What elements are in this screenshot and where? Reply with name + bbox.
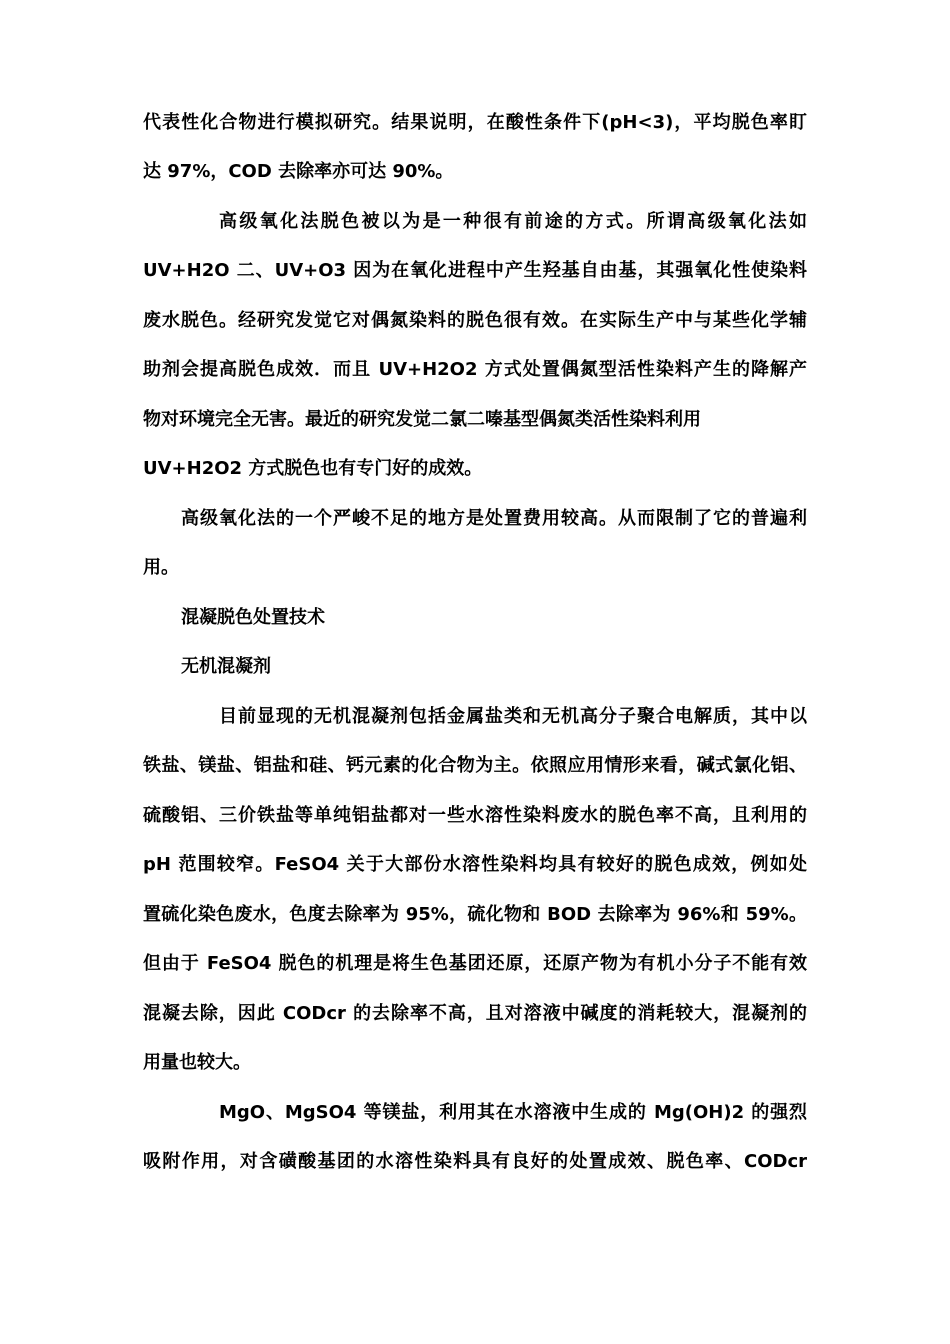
paragraph-line: 硫酸铝、三价铁盐等单纯铝盐都对一些水溶性染料废水的脱色率不高，且利用的 [143,805,807,826]
section-heading: 混凝脱色处置技术 [181,607,325,628]
paragraph-line: 废水脱色。经研究发觉它对偶氮染料的脱色很有效。在实际生产中与某些化学辅 [143,310,807,331]
paragraph-line: 达 97%，COD 去除率亦可达 90%。 [143,161,454,182]
paragraph-line: 目前显现的无机混凝剂包括金属盐类和无机高分子聚合电解质，其中以 [219,706,807,727]
paragraph-line: 混凝去除，因此 CODcr 的去除率不高，且对溶液中碱度的消耗较大，混凝剂的 [143,1003,807,1024]
paragraph-line: 用量也较大。 [143,1052,251,1073]
paragraph-line: UV+H2O 二、UV+O3 因为在氧化进程中产生羟基自由基，其强氧化性使染料 [143,260,807,281]
paragraph-line: 但由于 FeSO4 脱色的机理是将生色基团还原，还原产物为有机小分子不能有效 [143,953,807,974]
paragraph-line: 铁盐、镁盐、铝盐和硅、钙元素的化合物为主。依照应用情形来看，碱式氯化铝、 [143,755,807,776]
paragraph-line: MgO、MgSO4 等镁盐，利用其在水溶液中生成的 Mg(OH)2 的强烈 [219,1102,807,1123]
paragraph-line: 吸附作用，对含磺酸基团的水溶性染料具有良好的处置成效、脱色率、CODcr [143,1151,807,1172]
paragraph-line: 代表性化合物进行模拟研究。结果说明，在酸性条件下(pH<3)，平均脱色率盯 [143,112,807,133]
paragraph-line: 物对环境完全无害。最近的研究发觉二氯二嗪基型偶氮类活性染料利用 [143,409,701,430]
paragraph-line: 高级氧化法的一个严峻不足的地方是处置费用较高。从而限制了它的普遍利 [181,508,807,529]
paragraph-line: 助剂会提高脱色成效．而且 UV+H2O2 方式处置偶氮型活性染料产生的降解产 [143,359,807,380]
paragraph-line: 高级氧化法脱色被以为是一种很有前途的方式。所谓高级氧化法如 [219,211,807,232]
paragraph-line: pH 范围较窄。FeSO4 关于大部份水溶性染料均具有较好的脱色成效，例如处 [143,854,807,875]
paragraph-line: 置硫化染色废水，色度去除率为 95%，硫化物和 BOD 去除率为 96%和 59%。 [143,904,807,925]
paragraph-line: UV+H2O2 方式脱色也有专门好的成效。 [143,458,483,479]
paragraph-line: 用。 [143,557,179,578]
subsection-heading: 无机混凝剂 [181,656,271,677]
